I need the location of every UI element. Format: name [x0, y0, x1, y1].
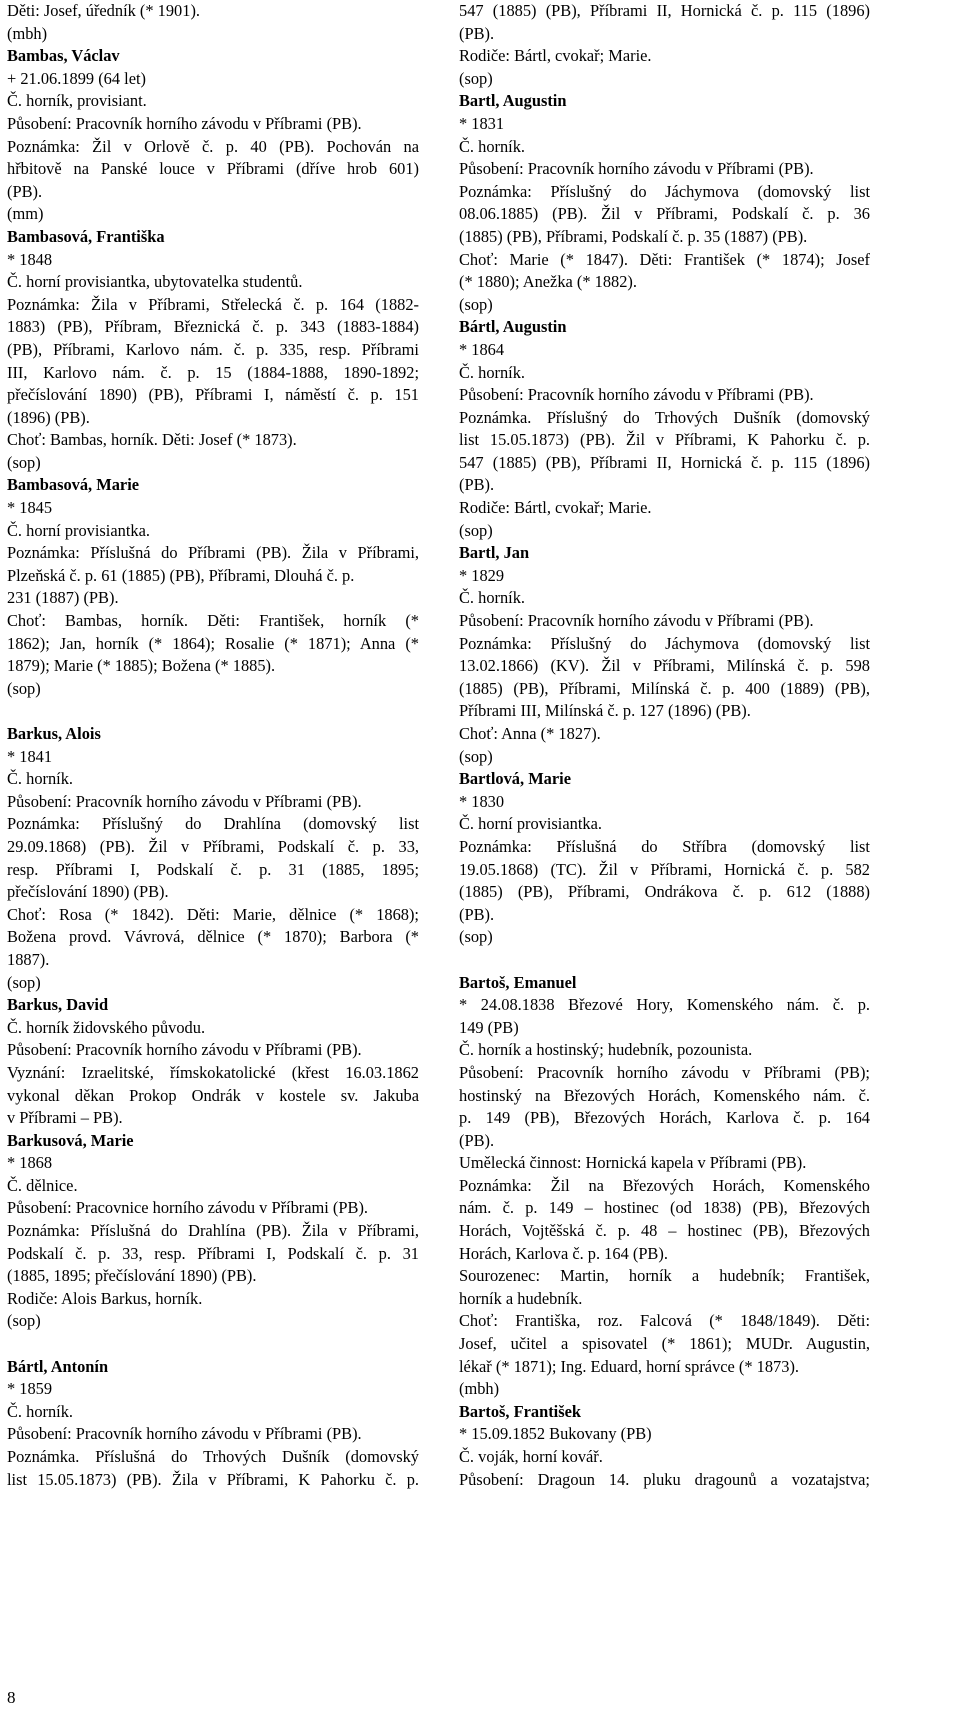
text-line: Působení: Pracovník horního závodu v Příbrami (PB).: [459, 159, 814, 179]
text-line: * 1868: [7, 1153, 53, 1173]
text-line: 1879); Marie (* 1885); Božena (* 1885).: [7, 656, 276, 676]
text-line: (mm): [7, 204, 44, 224]
text-line: Příbrami III, Milínská č. p. 127 (1896) (PB).: [459, 701, 751, 721]
text-line: 29.09.1868) (PB). Žil v Příbrami, Podskalí č. p. 33,: [7, 836, 419, 856]
text-line: hostinský na Březových Horách, Komenského nám. č.: [459, 1085, 870, 1105]
text-line: Č. dělnice.: [7, 1175, 78, 1195]
text-line: (1885) (PB), Příbrami, Milínská č. p. 400 (1889) (PB),: [459, 678, 870, 698]
entry-heading: Bartoš, František: [459, 1401, 582, 1421]
text-line: Choť: Bambas, horník. Děti: František, horník (*: [7, 611, 419, 631]
text-line: * 1859: [7, 1379, 53, 1399]
text-line: Vyznání: Izraelitské, římskokatolické (křest 16.03.1862: [7, 1062, 419, 1082]
text-line: lékař (* 1871); Ing. Eduard, horní správce (* 1873).: [459, 1356, 800, 1376]
text-line: v Příbrami – PB).: [7, 1108, 123, 1128]
entry-heading: Barkus, Alois: [7, 724, 101, 743]
entry-heading: Bartl, Augustin: [459, 91, 567, 111]
text-line: Č. voják, horní kovář.: [459, 1447, 603, 1466]
blank-line: [7, 1333, 419, 1356]
text-line: + 21.06.1899 (64 let): [7, 68, 146, 88]
text-line: Choť: Bambas, horník. Děti: Josef (* 1873).: [7, 430, 297, 450]
left-column: [7, 0, 419, 1491]
text-line: Rodiče: Bártl, cvokař; Marie.: [459, 46, 652, 66]
text-line: Působení: Pracovník horního závodu v Příbrami (PB);: [459, 1062, 870, 1082]
text-line: (sop): [459, 746, 493, 766]
text-line: (sop): [459, 294, 493, 314]
text-line: Působení: Pracovník horního závodu v Příbrami (PB).: [7, 1424, 362, 1444]
text-line: (1885) (PB), Příbrami, Podskalí č. p. 35 (1887) (PB).: [459, 226, 808, 246]
text-line: resp. Příbrami I, Podskalí č. p. 31 (1885, 1895;: [7, 859, 419, 879]
blank-line: [459, 949, 870, 972]
text-line: přečíslování 1890) (PB).: [7, 882, 169, 902]
text-line: Poznámka: Příslušná do Příbrami (PB). Žila v Příbrami,: [7, 543, 419, 563]
text-line: (sop): [7, 452, 41, 472]
text-line: Choť: Anna (* 1827).: [459, 724, 601, 743]
text-line: (sop): [7, 678, 41, 698]
text-line: * 1831: [459, 113, 505, 133]
text-line: Č. horník a hostinský; hudebník, pozounista.: [459, 1040, 753, 1060]
entry-heading: Bartl, Jan: [459, 543, 530, 563]
text-line: Poznámka: Příslušná do Drahlína (PB). Žila v Příbrami,: [7, 1221, 419, 1241]
entry-heading: Bambasová, Marie: [7, 475, 140, 495]
text-line: Božena provd. Vávrová, dělnice (* 1870); Barbora (*: [7, 927, 419, 947]
text-line: (sop): [7, 972, 41, 992]
text-line: 1883) (PB), Příbram, Březnická č. p. 343 (1883-1884): [7, 317, 419, 337]
text-line: Poznámka: Příslušný do Jáchymova (domovský list: [459, 181, 870, 201]
text-line: list 15.05.1873) (PB). Žila v Příbrami, K Pahorku č. p.: [7, 1469, 419, 1489]
text-line: nám. č. p. 149 – hostinec (od 1838) (PB), Březových: [459, 1198, 870, 1218]
entry-heading: Bartoš, Emanuel: [459, 972, 577, 992]
text-line: Umělecká činnost: Hornická kapela v Příbrami (PB).: [459, 1153, 807, 1173]
text-line: Č. horní provisiantka, ubytovatelka studentů.: [7, 272, 303, 292]
text-line: * 1845: [7, 498, 53, 518]
text-line: Podskalí č. p. 33, resp. Příbrami I, Podskalí č. p. 31: [7, 1243, 419, 1263]
text-line: horník a hudebník.: [459, 1288, 583, 1308]
right-column: [459, 0, 870, 1491]
text-line: Poznámka. Příslušný do Trhových Dušník (domovský: [459, 407, 870, 427]
text-line: 19.05.1868) (TC). Žil v Příbrami, Hornická č. p. 582: [459, 859, 870, 879]
text-line: Č. horník.: [7, 769, 74, 789]
text-line: Poznámka: Žila v Příbrami, Střelecká č. p. 164 (1882-: [7, 294, 419, 314]
text-line: Rodiče: Bártl, cvokař; Marie.: [459, 498, 652, 518]
text-line: Josef, učitel a spisovatel (* 1861); MUDr. Augustin,: [459, 1334, 870, 1354]
text-line: Choť: Marie (* 1847). Děti: František (* 1874); Josef: [459, 249, 870, 269]
text-line: * 1829: [459, 565, 505, 585]
text-line: (sop): [459, 927, 493, 947]
text-line: Poznámka: Příslušný do Drahlína (domovský list: [7, 814, 419, 834]
text-line: vykonal děkan Prokop Ondrák v kostele sv. Jakuba: [7, 1085, 419, 1105]
text-line: list 15.05.1873) (PB). Žil v Příbrami, K Pahorku č. p.: [459, 430, 870, 450]
text-line: * 24.08.1838 Březové Hory, Komenského nám. č. p.: [459, 995, 870, 1015]
text-line: (1896) (PB).: [7, 407, 90, 427]
text-line: (mbh): [7, 23, 48, 43]
text-line: III, Karlovo nám. č. p. 15 (1884-1888, 1890-1892;: [7, 362, 419, 382]
text-line: Č. horník.: [459, 588, 526, 608]
entry-heading: Bartlová, Marie: [459, 769, 571, 789]
text-line: Horách, Vojtěšská č. p. 48 – hostinec (PB), Březových: [459, 1221, 870, 1241]
text-line: (PB).: [7, 181, 43, 201]
text-line: (PB).: [459, 23, 495, 43]
text-line: (1885, 1895; přečíslování 1890) (PB).: [7, 1266, 257, 1286]
text-line: hřbitově na Panské louce v Příbrami (dříve hrob 601): [7, 159, 419, 179]
text-line: Působení: Pracovník horního závodu v Příbrami (PB).: [7, 1040, 362, 1060]
text-line: 547 (1885) (PB), Příbrami II, Hornická č. p. 115 (1896): [459, 1, 870, 20]
text-line: Horách, Karlova č. p. 164 (PB).: [459, 1243, 668, 1263]
text-line: přečíslování 1890) (PB), Příbrami I, náměstí č. p. 151: [7, 385, 419, 405]
text-line: Č. horník.: [459, 136, 526, 156]
blank-line: [7, 700, 419, 723]
text-line: (PB).: [459, 475, 495, 495]
text-line: Působení: Pracovník horního závodu v Příbrami (PB).: [7, 791, 362, 811]
text-line: * 1864: [459, 339, 505, 359]
text-line: (PB).: [459, 904, 495, 924]
text-line: Choť: Františka, roz. Falcová (* 1848/1849). Děti:: [459, 1311, 870, 1331]
text-line: Plzeňská č. p. 61 (1885) (PB), Příbrami, Dlouhá č. p.: [7, 565, 355, 585]
text-line: * 1830: [459, 791, 505, 811]
text-line: Děti: Josef, úředník (* 1901).: [7, 1, 201, 20]
text-line: (1885) (PB), Příbrami, Ondrákova č. p. 612 (1888): [459, 882, 870, 902]
text-line: Č. horní provisiantka.: [7, 520, 150, 540]
text-line: Poznámka: Žil v Orlově č. p. 40 (PB). Pochován na: [7, 136, 419, 156]
text-line: (PB), Příbrami, Karlovo nám. č. p. 335, resp. Příbrami: [7, 339, 419, 359]
text-line: (PB).: [459, 1130, 495, 1150]
entry-heading: Bambas, Václav: [7, 46, 120, 66]
text-line: Poznámka: Žil na Březových Horách, Komenského: [459, 1175, 870, 1195]
text-line: (sop): [459, 520, 493, 540]
text-line: 1887).: [7, 949, 50, 969]
text-line: * 15.09.1852 Bukovany (PB): [459, 1424, 652, 1444]
text-line: * 1841: [7, 746, 53, 766]
text-line: p. 149 (PB), Březových Horách, Karlova č. p. 164: [459, 1108, 870, 1128]
entry-heading: Bártl, Augustin: [459, 317, 567, 337]
text-line: Choť: Rosa (* 1842). Děti: Marie, dělnice (* 1868);: [7, 904, 419, 924]
text-line: (* 1880); Anežka (* 1882).: [459, 272, 637, 292]
page-number: 8: [7, 1688, 16, 1707]
entry-heading: Bambasová, Františka: [7, 226, 165, 246]
text-line: Působení: Pracovnice horního závodu v Příbrami (PB).: [7, 1198, 368, 1218]
text-line: 547 (1885) (PB), Příbrami II, Hornická č. p. 115 (1896): [459, 452, 870, 472]
text-line: (mbh): [459, 1379, 500, 1399]
text-line: Č. horník.: [7, 1401, 74, 1421]
text-line: 231 (1887) (PB).: [7, 588, 119, 608]
text-line: (sop): [459, 68, 493, 88]
text-line: Č. horník.: [459, 362, 526, 382]
text-line: 08.06.1885) (PB). Žil v Příbrami, Podskalí č. p. 36: [459, 204, 870, 224]
text-line: Poznámka. Příslušná do Trhových Dušník (domovský: [7, 1447, 419, 1466]
text-line: 13.02.1866) (KV). Žil v Příbrami, Milínská č. p. 598: [459, 656, 870, 676]
text-line: 149 (PB): [459, 1017, 519, 1037]
text-line: Působení: Pracovník horního závodu v Příbrami (PB).: [459, 385, 814, 405]
text-line: Působení: Pracovník horního závodu v Příbrami (PB).: [7, 113, 362, 133]
text-line: Č. horník, provisiant.: [7, 91, 147, 111]
text-line: Č. horní provisiantka.: [459, 814, 602, 834]
text-line: * 1848: [7, 249, 53, 269]
entry-heading: Barkusová, Marie: [7, 1130, 134, 1150]
text-line: Poznámka: Příslušná do Stříbra (domovský list: [459, 836, 870, 856]
text-line: 1862); Jan, horník (* 1864); Rosalie (* 1871); Anna (*: [7, 633, 419, 653]
text-line: Působení: Dragoun 14. pluku dragounů a vozatajstva;: [459, 1469, 870, 1489]
text-line: Sourozenec: Martin, horník a hudebník; František,: [459, 1266, 870, 1286]
text-line: Rodiče: Alois Barkus, horník.: [7, 1288, 203, 1308]
text-line: Působení: Pracovník horního závodu v Příbrami (PB).: [459, 611, 814, 631]
entry-heading: Barkus, David: [7, 995, 109, 1015]
text-line: Č. horník židovského původu.: [7, 1017, 206, 1037]
entry-heading: Bártl, Antonín: [7, 1356, 109, 1376]
text-line: Poznámka: Příslušný do Jáchymova (domovský list: [459, 633, 870, 653]
text-line: (sop): [7, 1311, 41, 1331]
